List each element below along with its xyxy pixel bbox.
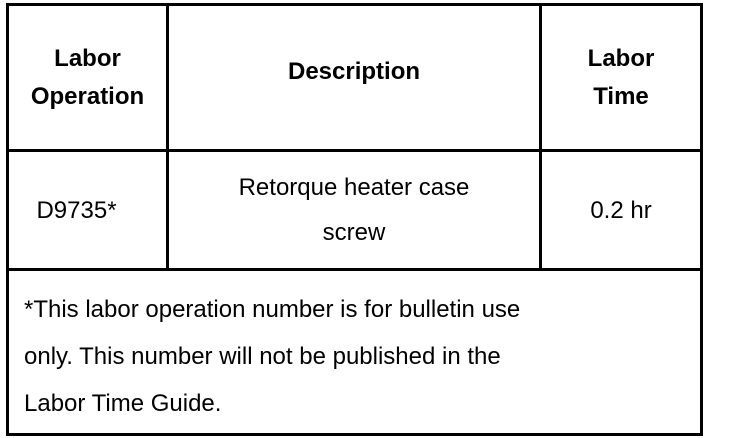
cell-labor-time	[542, 152, 700, 268]
labor-table	[6, 3, 703, 436]
header-labor-time-text: Labor Time	[587, 44, 655, 110]
cell-labor-operation	[9, 152, 144, 268]
footnote	[24, 286, 664, 427]
border-bottom	[6, 433, 703, 436]
footnote-text: *This labor operation number is for bulletin use only. This number will not be published in the Labor Time Guide.	[24, 296, 521, 417]
border-right	[700, 3, 703, 436]
description-value: Retorque heater case screw	[238, 174, 470, 246]
header-description	[169, 6, 539, 137]
header-description-text: Description	[287, 57, 421, 85]
labor-operation-value: D9735*	[36, 196, 117, 224]
header-labor-time	[542, 6, 700, 149]
labor-time-value: 0.2 hr	[590, 196, 652, 224]
row-divider-footnote	[6, 268, 703, 271]
header-labor-operation-text: Labor Operation	[30, 44, 145, 110]
header-labor-operation	[9, 6, 166, 149]
cell-description	[169, 152, 539, 268]
